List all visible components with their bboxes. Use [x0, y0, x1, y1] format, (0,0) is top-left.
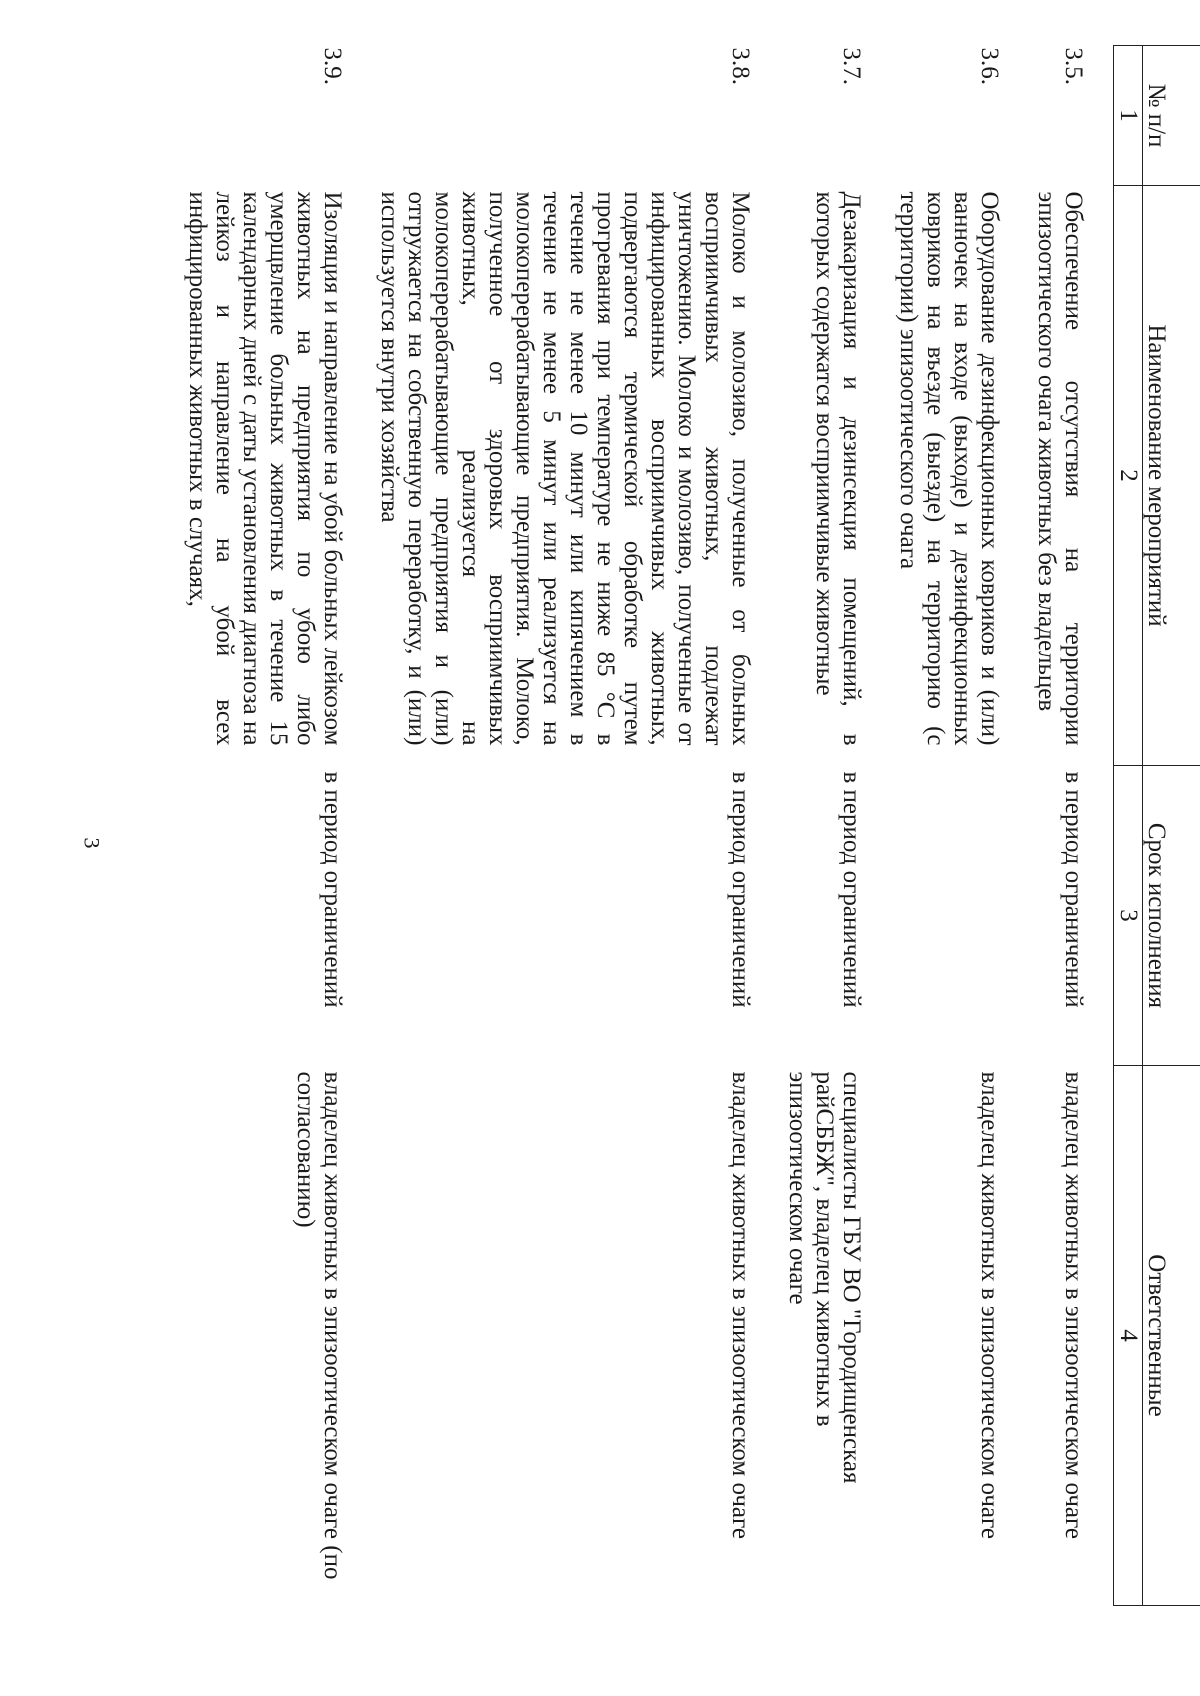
row-measure: Дезакаризация и дезинсекция помещений, в которых содержатся восприимчивые животные	[811, 191, 865, 746]
header-col-responsible: Ответственные	[1143, 1066, 1200, 1606]
row-term: в период ограничений	[727, 771, 754, 1008]
row-responsible: владелец животных в эпизоотическом очаге	[727, 1071, 754, 1540]
page-number: 3	[79, 837, 105, 849]
row-term: в период ограничений	[319, 771, 346, 1008]
header-col-number: № п/п	[1143, 46, 1200, 186]
header-num-4: 4	[1114, 1066, 1143, 1606]
row-responsible: владелец животных в эпизоотическом очаге	[1060, 1071, 1087, 1540]
row-number: 3.7.	[838, 47, 865, 85]
header-num-1: 1	[1114, 46, 1143, 186]
header-num-3: 3	[1114, 766, 1143, 1066]
header-row	[1143, 46, 1200, 1606]
row-term: в период ограничений	[838, 771, 865, 1008]
row-term: в период ограничений	[1060, 771, 1087, 1008]
row-responsible: специалисты ГБУ ВО "Городищенская райСББЖ", владелец животных в эпизоотическом очаге	[784, 1071, 865, 1484]
row-number: 3.5.	[1060, 47, 1087, 85]
header-col-name: Наименование мероприятий	[1143, 186, 1200, 766]
row-number: 3.6.	[976, 47, 1003, 85]
header-number-row	[1114, 46, 1143, 1606]
row-measure: Оборудование дезинфекционных ковриков и (или) ванночек на входе (выходе) и дезинфекционных ковриков на въезде (выезде) на территорию (с территории) эпизоотического очага	[895, 191, 1003, 746]
header-num-2: 2	[1114, 186, 1143, 766]
table-row	[754, 46, 865, 1606]
header-col-term: Срок исполнения	[1143, 766, 1200, 1066]
rotated-page	[180, 45, 1200, 1605]
row-measure: Молоко и молозиво, полученные от больных восприимчивых животных, подлежат уничтожению. Молоко и молозиво, полученные от инфицированных восприимчивых животных, подвергаются термической обработке путем прогревания при температуре не ниже 85 °С в течение не менее 10 минут или кипячением в течение не менее 5 минут или реализуется на молокоперерабатывающие предприятия. Молоко, полученное от здоровых восприимчивых животных, реализуется на молокоперерабатывающие предприятия и (или) отгружается на собственную переработку, и (или) используется внутри хозяйства	[376, 191, 754, 746]
table-row	[1003, 46, 1087, 1606]
row-measure: Изоляция и направление на убой больных лейкозом животных на предприятия по убою либо умерщвление больных животных в течение 15 календарных дней с даты установления диагноза на лейкоз и направление на убой всех инфицированных животных в случаях,	[184, 191, 346, 746]
row-number: 3.8.	[727, 47, 754, 85]
row-responsible: владелец животных в эпизоотическом очаге	[976, 1071, 1003, 1540]
row-measure: Обеспечение отсутствия на территории эпизоотического очага животных без владельцев	[1033, 191, 1087, 746]
row-number: 3.9.	[319, 47, 346, 85]
measures-table	[154, 45, 1200, 1606]
table-row	[865, 46, 1003, 1606]
table-row	[346, 46, 754, 1606]
row-term	[865, 766, 1003, 1066]
row-responsible: владелец животных в эпизоотическом очаге (по согласованию)	[292, 1071, 346, 1580]
table-row	[154, 46, 346, 1606]
